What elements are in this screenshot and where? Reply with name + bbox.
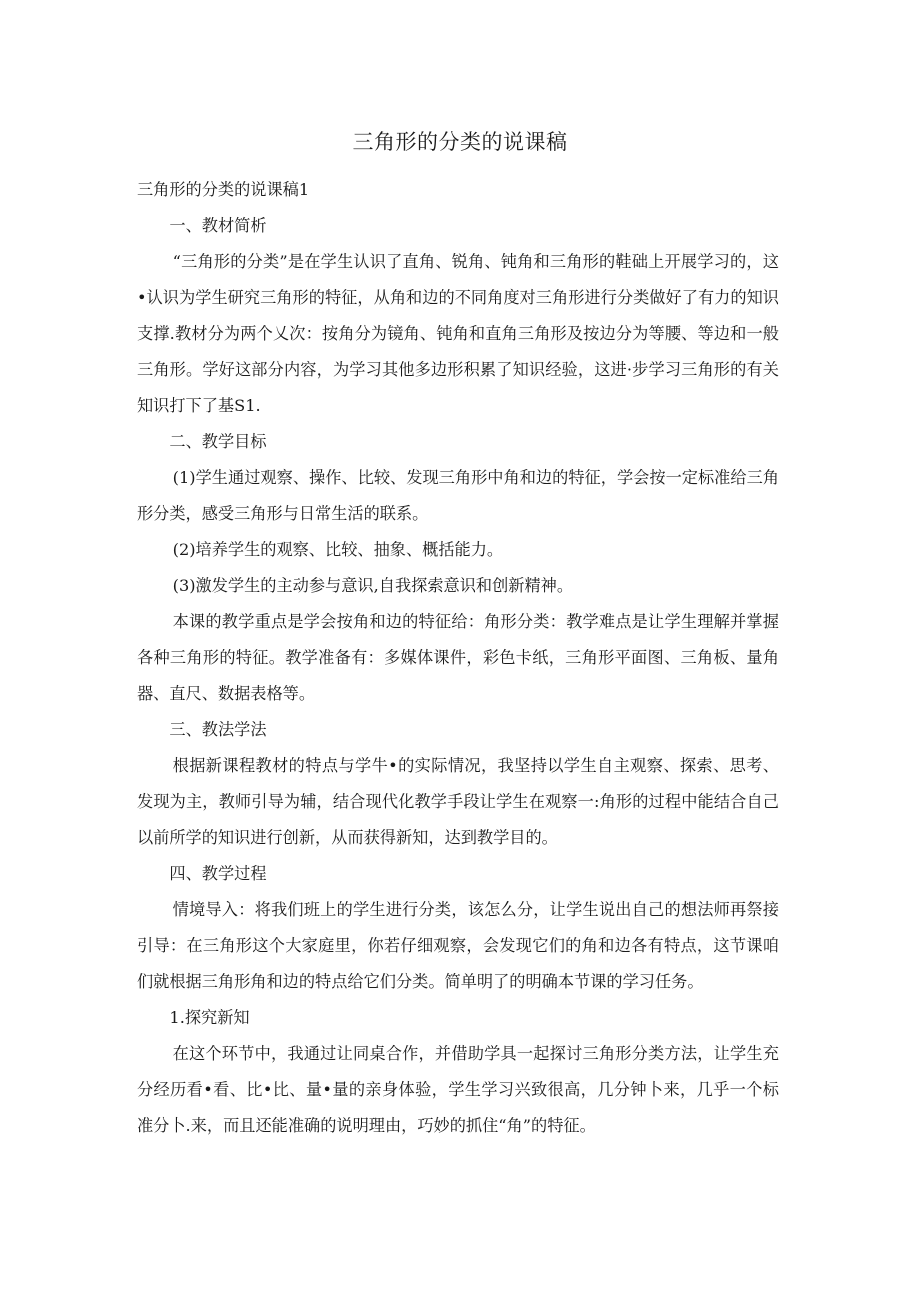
paragraph: 根据新课程教材的特点与学牛•的实际情况，我坚持以学生自主观察、探索、思考、发现为主，教师引导为辅，结合现代化教学手段让学生在观察一:角形的过程中能结合自己以前所学的知识进行创新，从而获得新知，达到教学目的。: [137, 756, 779, 847]
paragraph: 在这个环节中，我通过让同桌合作，并借助学具一起探讨三角形分类方法，让学生充分经历看•看、比•比、量•量的亲身体验，学生学习兴致很高，几分钟卜来，几乎一个标准分卜.来，而且还能准确的说明理由，巧妙的抓住“角”的特征。: [137, 1044, 779, 1135]
section-heading: 1.探究新知: [169, 1008, 250, 1027]
paragraph: “三角形的分类”是在学生认识了直角、锐角、钝角和三角形的鞋础上开展学习的，这•认识为学生研究三角形的特征，从角和边的不同角度对三角形进行分类做好了有力的知识支撑.教材分为两个乂次：按角分为镜角、钝角和直角三角形及按边分为等腰、等边和一般三角形。学好这部分内容，为学习其他多边形积累了知识经验，这进·步学习三角形的有关知识打下了基S1.: [137, 252, 779, 415]
document-subtitle: 三角形的分类的说课稿1: [137, 180, 310, 199]
paragraph: (2)培养学生的观察、比较、抽象、概括能力。: [172, 540, 504, 559]
paragraph: (1)学生通过观察、操作、比较、发现三角形中角和边的特征，学会按一定标准给三角形分类，感受三角形与日常生活的联系。: [137, 468, 779, 523]
document-body: [137, 172, 779, 1144]
paragraph: 情境导入：将我们班上的学生进行分类，该怎么分，让学生说出自己的想法师再祭接引导：在三角形这个大家庭里，你若仔细观察，会发现它们的角和边各有特点，这节课咱们就根据三角形角和边的特点给它们分类。简单明了的明确本节课的学习任务。: [137, 900, 779, 991]
section-heading: 一、教材简析: [169, 216, 267, 235]
paragraph: 本课的教学重点是学会按角和边的特征给：角形分类：教学难点是让学生理解并掌握各种三角形的特征。教学准备有：多媒体课件，彩色卡纸，三角形平面图、三角板、量角器、直尺、数据表格等。: [137, 612, 779, 703]
document-title: 三角形的分类的说课稿: [352, 130, 568, 154]
section-heading: 三、教法学法: [169, 720, 267, 739]
section-heading: 四、教学过程: [169, 864, 267, 883]
section-heading: 二、教学目标: [169, 432, 267, 451]
paragraph: (3)激发学生的主动参与意识,自我探索意识和创新精神。: [172, 576, 574, 595]
